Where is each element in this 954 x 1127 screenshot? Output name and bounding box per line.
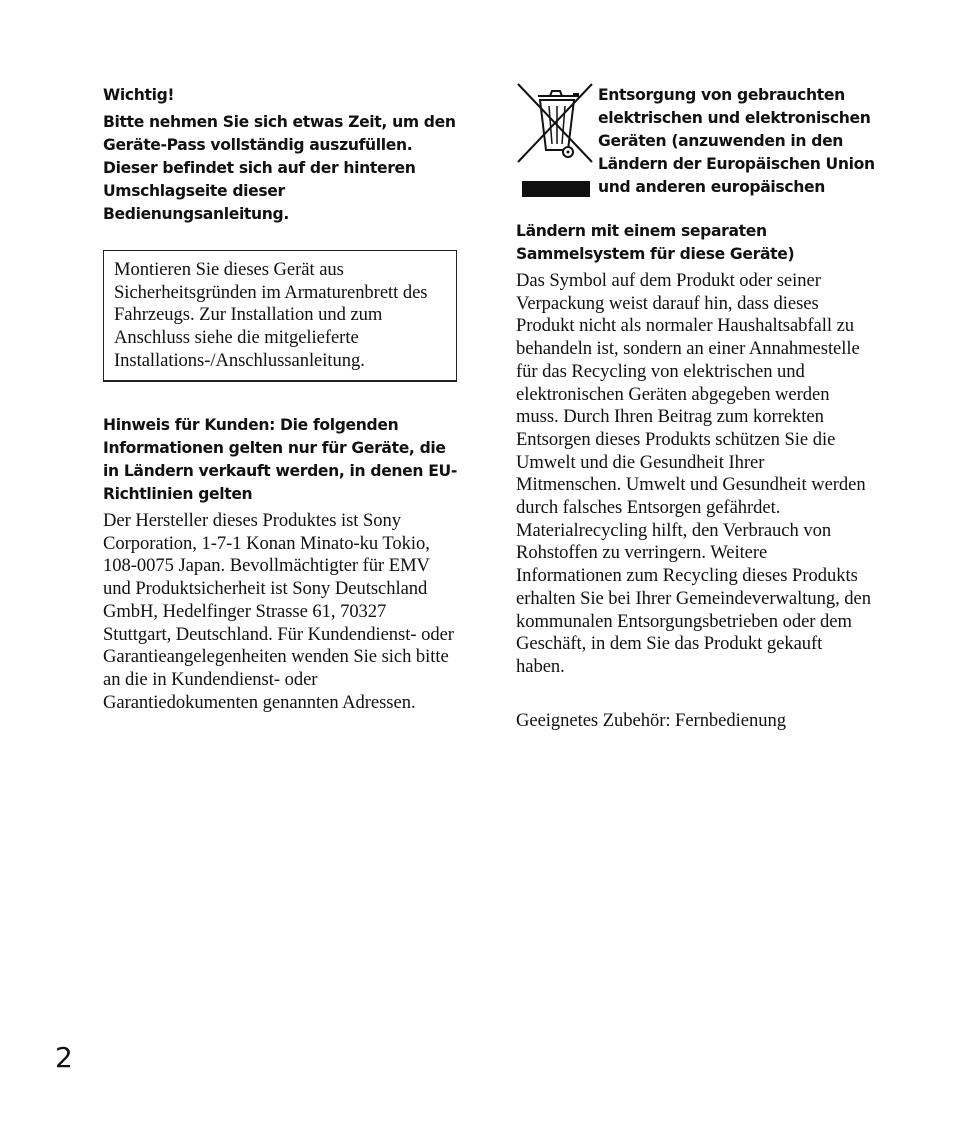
accessory-note: Geeignetes Zubehör: Fernbedienung [516, 710, 786, 731]
customer-notice-body: Der Hersteller dieses Produktes ist Sony Corporation, 1-7-1 Konan Minato-ku Tokio, 108-0075 Japan. Bevollmächtigter für EMV und Produktsicherheit ist Sony Deutschland GmbH, Hedelfinger Strasse 61, 70327 Stuttgart, Deutschland. Für Kundendienst- oder Garantieangelegenheiten wenden Sie sich bitte an die in Kundendienst- oder Garantiedokumenten genannten Adressen. [103, 510, 454, 713]
disposal-heading-continued: Ländern mit einem separaten Sammelsystem für diese Geräte) [516, 222, 795, 263]
page-number: 2 [55, 1041, 73, 1074]
installation-notice-box [103, 250, 457, 382]
crossed-out-wheelie-bin-icon [516, 82, 596, 200]
disposal-body: Das Symbol auf dem Produkt oder seiner Verpackung weist darauf hin, dass dieses Produkt nicht als normaler Haushaltsabfall zu behandeln ist, sondern an einer Annahmestelle für das Recycling von elektrischen und elektronischen Geräten abgegeben werden muss. Durch Ihren Beitrag zum korrekten Entsorgen dieses Produkts schützen Sie die Umwelt und die Gesundheit Ihrer Mitmenschen. Umwelt und Gesundheit werden durch falsches Entsorgen gefährdet. Materialrecycling hilft, den Verbrauch von Rohstoffen zu verringern. Weitere Informationen zum Recycling dieses Produkts erhalten Sie bei Ihrer Gemeindeverwaltung, den kommunalen Entsorgungsbetrieben oder dem Geschäft, in dem Sie das Produkt gekauft haben. [516, 270, 871, 677]
wichtig-heading: Wichtig! [103, 86, 175, 104]
wichtig-body: Bitte nehmen Sie sich etwas Zeit, um den Geräte-Pass vollständig auszufüllen. Dieser befindet sich auf der hinteren Umschlagseite dieser Bedienungsanleitung. [103, 113, 456, 223]
customer-notice-heading: Hinweis für Kunden: Die folgenden Informationen gelten nur für Geräte, die in Ländern verkauft werden, in denen EU-Richtlinien gelten [103, 416, 457, 503]
installation-notice-text: Montieren Sie dieses Gerät aus Sicherheitsgründen im Armaturenbrett des Fahrzeugs. Zur Installation und zum Anschluss siehe die mitgelieferte Installations-/Anschlussanleitung. [114, 259, 428, 371]
disposal-heading: Entsorgung von gebrauchten elektrischen und elektronischen Geräten (anzuwenden in den Ländern der Europäischen Union und anderen europäischen [598, 86, 875, 196]
